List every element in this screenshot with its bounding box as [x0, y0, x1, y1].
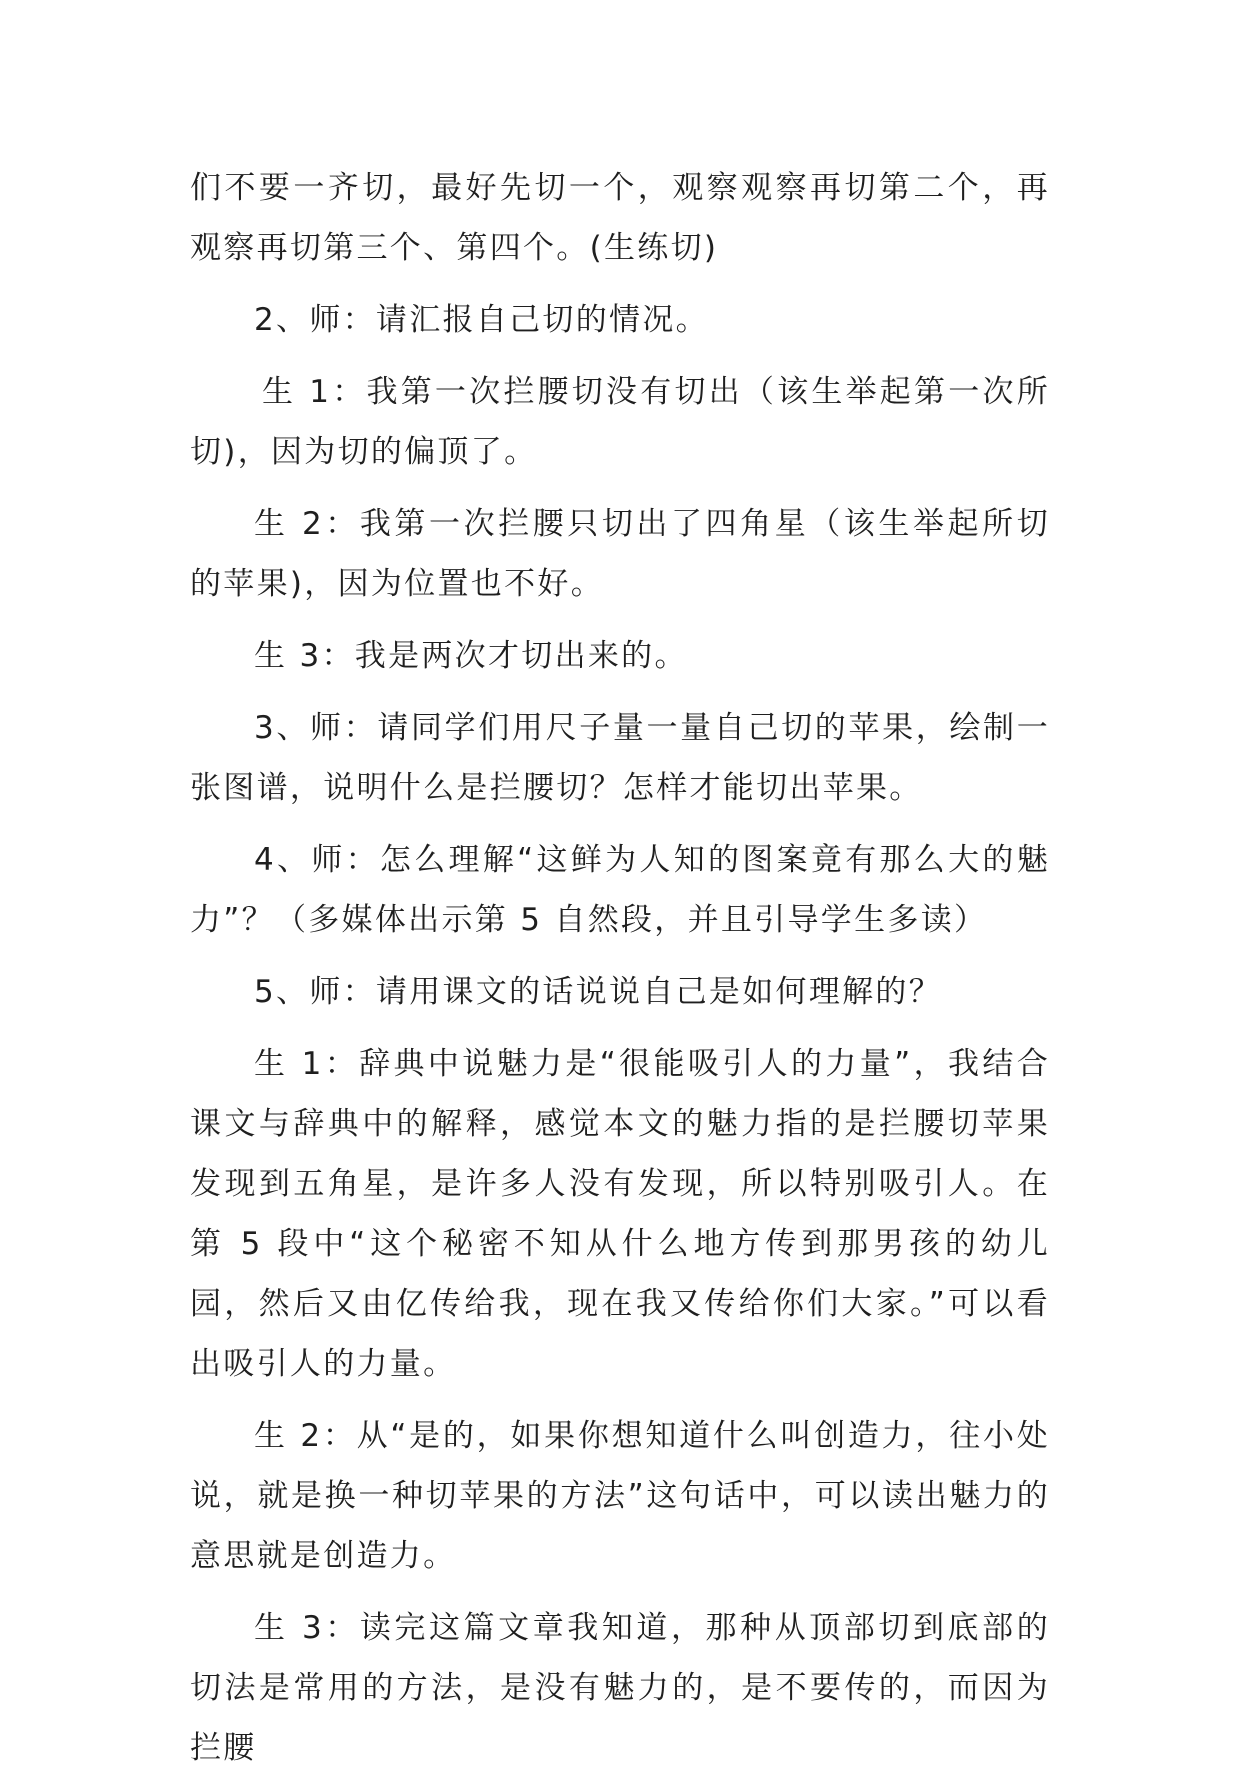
paragraph-student-1: 生 1：我第一次拦腰切没有切出（该生举起第一次所切)，因为切的偏顶了。	[190, 374, 1050, 470]
paragraph-student-2: 生 2：我第一次拦腰只切出了四角星（该生举起所切的苹果)，因为位置也不好。	[190, 506, 1050, 602]
paragraph-answer-2: 生 2：从“是的，如果你想知道什么叫创造力，往小处说，就是换一种切苹果的方法”这句话中，可以读出魅力的意思就是创造力。	[190, 1418, 1050, 1574]
document-body	[190, 158, 1050, 1778]
paragraph-continuation: 们不要一齐切，最好先切一个，观察观察再切第二个，再观察再切第三个、第四个。(生练切)	[190, 170, 1050, 266]
paragraph-teacher-measure: 3、师：请同学们用尺子量一量自己切的苹果，绘制一张图谱，说明什么是拦腰切？怎样才能切出苹果。	[190, 710, 1050, 806]
paragraph-teacher-report: 2、师：请汇报自己切的情况。	[254, 302, 709, 338]
paragraph-teacher-charm: 4、师：怎么理解“这鲜为人知的图案竟有那么大的魅力”？（多媒体出示第 5 自然段，并且引导学生多读）	[190, 842, 1050, 938]
paragraph-student-3: 生 3：我是两次才切出来的。	[254, 638, 688, 674]
paragraph-answer-3: 生 3：读完这篇文章我知道，那种从顶部切到底部的切法是常用的方法，是没有魅力的，是不要传的，而因为拦腰	[190, 1610, 1050, 1766]
paragraph-answer-1: 生 1：辞典中说魅力是“很能吸引人的力量”，我结合课文与辞典中的解释，感觉本文的魅力指的是拦腰切苹果发现到五角星，是许多人没有发现，所以特别吸引人。在第 5 段中“这个秘密不知从什么地方传到那男孩的幼儿园，然后又由亿传给我，现在我又传给你们大家。”可以看出吸引人的力量。	[190, 1046, 1050, 1382]
paragraph-teacher-explain: 5、师：请用课文的话说说自己是如何理解的？	[254, 974, 943, 1010]
